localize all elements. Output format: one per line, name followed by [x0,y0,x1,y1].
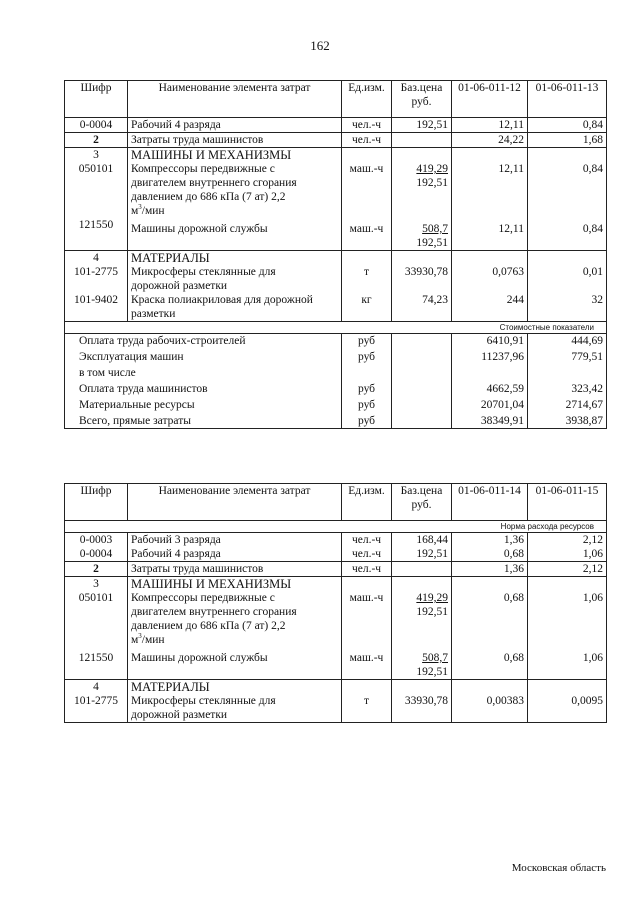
norm-label-row: Норма расхода ресурсов [65,521,607,533]
footer-region: Московская область [511,862,606,874]
table-row: 0-0004 Рабочий 4 разряда чел.-ч 192,51 12,11 0,84 [65,118,607,133]
page-number: 162 [310,38,330,53]
summary-block: Оплата труда рабочих-строителей Эксплуатация машин в том числе Оплата труда машинистов Материальные ресурсы Всего, прямые затраты руб руб руб руб руб 6410,91 11237,96 4662,59 20701,04 38349,91 444,69 779,51 323,42 2714,67 3938,87 [65,334,607,429]
header-name: Наименование элемента затрат [128,81,342,118]
table-row: 2 Затраты труда машинистов чел.-ч 1,36 2,12 [65,562,607,577]
section-row: 4 101-2775 МАТЕРИАЛЫ Микросферы стеклянные для дорожной разметки т 33930,78 0,00383 0,0095 [65,680,607,723]
table-header [65,484,607,521]
resource-table-2 [64,483,607,723]
table-row: 0-0003 0-0004 Рабочий 3 разряда Рабочий 4 разряда чел.-ч чел.-ч 168,44 192,51 1,36 0,68 2,12 1,06 [65,533,607,562]
header-col-b: 01-06-011-13 [528,81,607,118]
table-row: 2 Затраты труда машинистов чел.-ч 24,22 1,68 [65,133,607,148]
header-price: Баз.цена руб. [392,81,452,118]
header-unit: Ед.изм. [342,81,392,118]
section-row: 3 050101 121550 МАШИНЫ И МЕХАНИЗМЫ Компрессоры передвижные с двигателем внутреннего сгорания давлением до 686 кПа (7 ат) 2,2 $м^3$/мин Машины дорожной службы маш.-ч маш.-ч 419,29 192,51 508,7 192,51 12,11 12,11 0,84 0,84 [65,148,607,251]
header-col-a: 01-06-011-14 [452,484,528,521]
header-col-a: 01-06-011-12 [452,81,528,118]
header-code: Шифр [65,81,128,118]
header-unit: Ед.изм. [342,484,392,521]
header-price: Баз.цена руб. [392,484,452,521]
table-header [65,81,607,118]
cost-label-row: Стоимостные показатели [65,322,607,334]
header-col-b: 01-06-011-15 [528,484,607,521]
section-row: 4 101-2775 101-9402 МАТЕРИАЛЫ Микросферы стеклянные для дорожной разметки Краска полиакриловая для дорожной разметки т кг 33930,78 74,23 0,0763 244 0,01 32 [65,251,607,322]
header-name: Наименование элемента затрат [128,484,342,521]
section-row: 3 050101 121550 МАШИНЫ И МЕХАНИЗМЫ Компрессоры передвижные с двигателем внутреннего сгорания давлением до 686 кПа (7 ат) 2,2 $м^3$/мин Машины дорожной службы маш.-ч маш.-ч 419,29 192,51 508,7 192,51 0,68 0,68 1,06 1,06 [65,577,607,680]
header-code: Шифр [65,484,128,521]
resource-table-1 [64,80,607,429]
